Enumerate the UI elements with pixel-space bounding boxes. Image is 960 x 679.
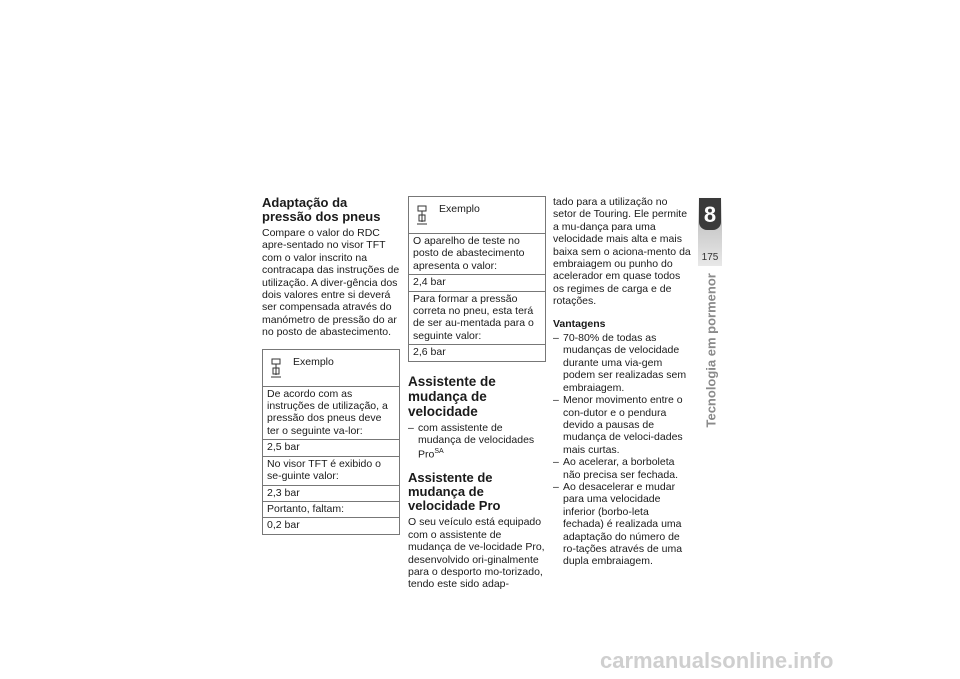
dash-icon: – — [553, 394, 559, 407]
tire-gauge-icon — [415, 205, 429, 225]
example-label: Exemplo — [439, 203, 480, 215]
example-header — [263, 350, 399, 387]
table-row: 2,3 bar — [263, 486, 399, 502]
dash-icon: – — [553, 456, 559, 469]
paragraph: O seu veículo está equipado com o assistente de mudança de ve-locidade Pro, desenvolvido ori-ginalmente para o desporto mo-torizado, tendo este sido adap- — [408, 516, 545, 591]
example-header — [409, 197, 545, 234]
table-row: Portanto, faltam: — [263, 502, 399, 518]
table-row: 0,2 bar — [267, 519, 300, 532]
bullet-text: com assistente de mudança de velocidades Pro — [418, 421, 535, 461]
table-row: O aparelho de teste no posto de abastecimento apresenta o valor: — [409, 234, 545, 275]
list-item — [553, 481, 691, 568]
page-number: 175 — [701, 252, 719, 263]
subsection-heading: Assistente de mudança de velocidade Pro — [408, 470, 501, 514]
sa-marker: SA — [434, 448, 444, 456]
bullet-text: 70-80% de todas as mudanças de velocidade durante uma via-gem podem ser realizadas sem embraiagem. — [563, 332, 687, 394]
bullet-text: Ao acelerar, a borboleta não precisa ser fechada. — [563, 456, 678, 481]
paragraph: tado para a utilização no setor de Touring. Ele permite a mu-dança para uma velocidade mais alta e mais baixa sem o aciona-mento da embraiagem ou punho do acelerador em quase todos os regimes de carga e de rotações. — [553, 196, 691, 308]
list-item — [553, 332, 691, 394]
watermark: carmanualsonline.info — [600, 648, 834, 673]
dash-icon: – — [408, 421, 414, 434]
table-row: No visor TFT é exibido o se-guinte valor: — [263, 457, 399, 486]
tire-gauge-icon — [269, 358, 283, 378]
bullet-text: Menor movimento entre o con-dutor e o pendura devido a pausas de mudança de veloci-dades mais curtas. — [563, 394, 683, 456]
table-row: De acordo com as instruções de utilização, a pressão dos pneus deve ter o seguinte va-lor: — [263, 387, 399, 441]
column-right — [553, 196, 691, 568]
table-row: 2,5 bar — [263, 440, 399, 456]
dash-icon: – — [553, 332, 559, 345]
advantages-heading: Vantagens — [553, 317, 606, 330]
table-row: 2,6 bar — [413, 346, 446, 359]
list-item — [553, 456, 691, 481]
chapter-title: Tecnologia em pormenor — [703, 273, 719, 428]
list-item — [408, 422, 546, 462]
table-row: Para formar a pressão correta no pneu, esta terá de ser au-mentada para o seguinte valor: — [409, 292, 545, 346]
list-item — [553, 394, 691, 456]
chapter-tab — [698, 196, 722, 266]
section-heading: Adaptação da pressão dos pneus — [262, 195, 381, 224]
column-middle — [408, 196, 546, 591]
example-label: Exemplo — [293, 355, 334, 368]
section-heading: Assistente de mudança de velocidade — [408, 373, 496, 419]
column-left — [262, 196, 400, 535]
dash-icon: – — [553, 480, 559, 493]
bullet-text: Ao desacelerar e mudar para uma velocidade inferior (borbo-leta fechada) é realizada uma adaptação do número de ro-tações através de uma dupla embraiagem. — [563, 480, 683, 568]
table-row: 2,4 bar — [409, 275, 545, 291]
chapter-number: 8 — [703, 202, 717, 227]
intro-paragraph: Compare o valor do RDC apre-sentado no visor TFT com o valor inscrito na contracapa das instruções de utilização. A diver-gência dos dois valores entre si deverá ser compensada através do manómetro de pressão do ar no posto de abastecimento. — [262, 227, 400, 339]
example-table — [262, 349, 400, 535]
chapter-side-label — [696, 270, 726, 440]
example-table-2 — [408, 196, 546, 362]
